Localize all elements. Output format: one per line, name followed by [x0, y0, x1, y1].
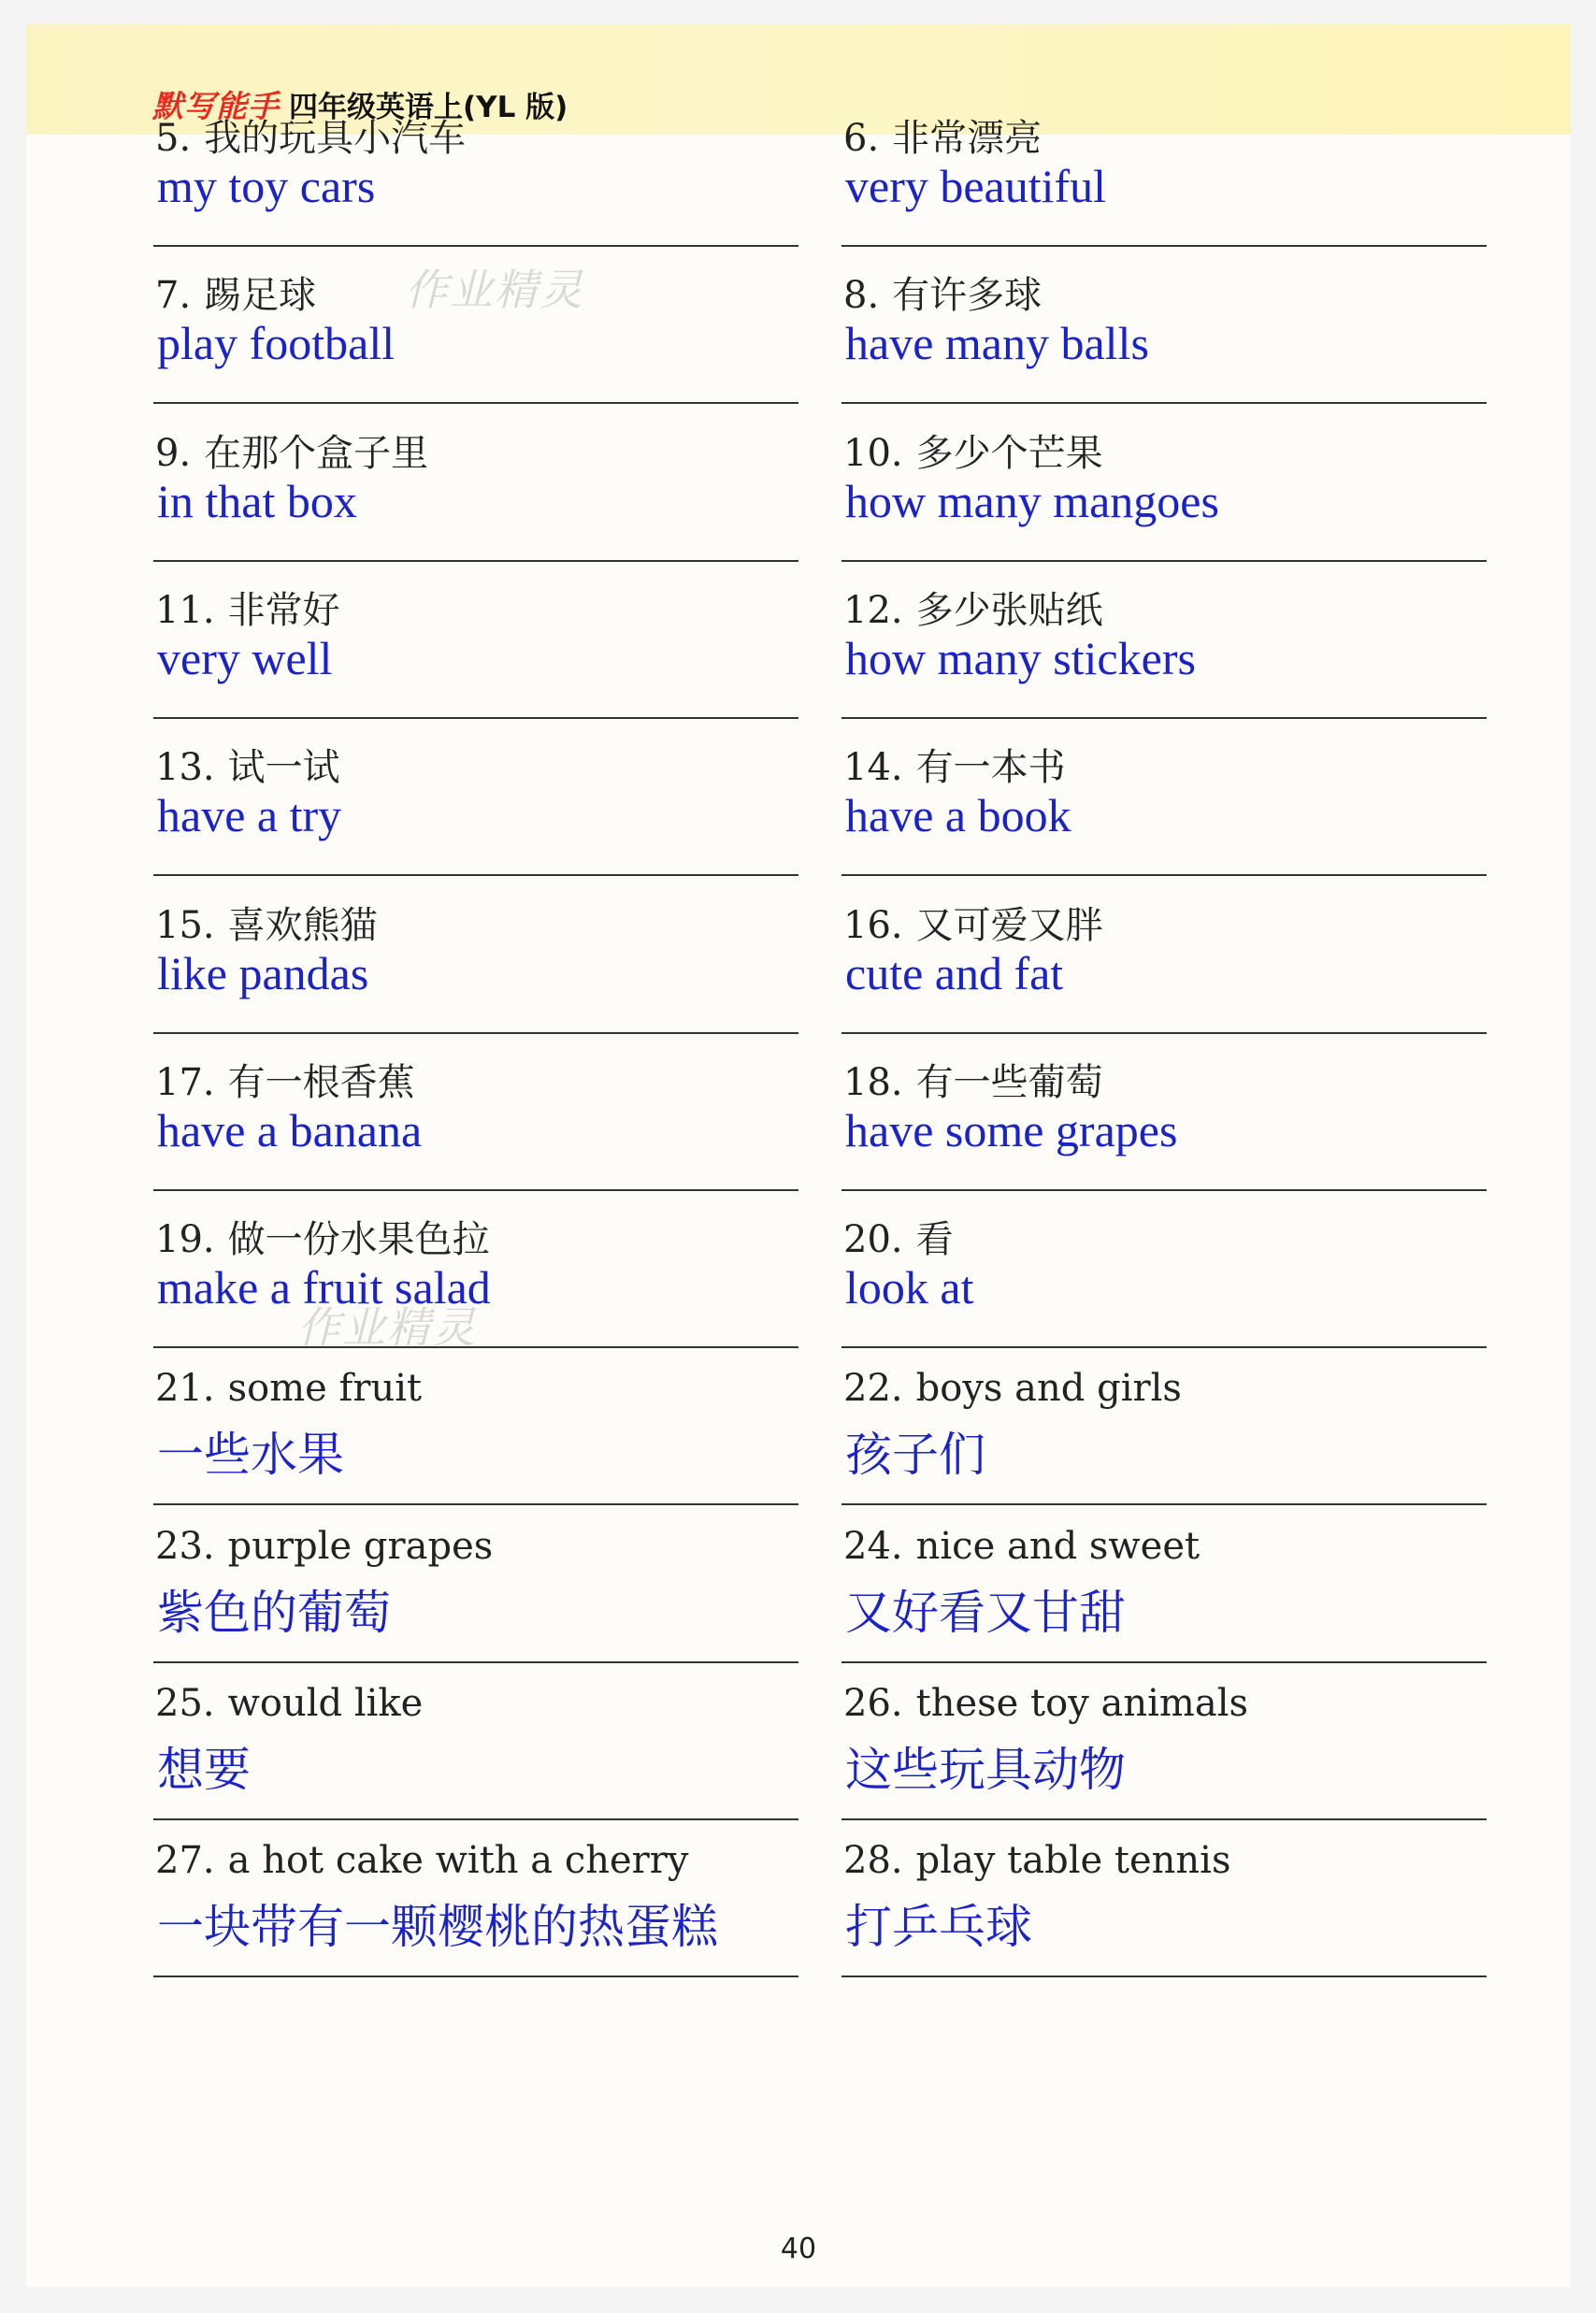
item-number: 5.	[155, 117, 192, 160]
item-number: 10.	[843, 431, 903, 475]
item-prompt-text: 有一本书	[915, 746, 1066, 790]
dictation-item	[153, 262, 798, 404]
item-prompt-text: 我的玩具小汽车	[204, 117, 467, 160]
dictation-item	[153, 1678, 798, 1820]
item-answer: look at	[845, 1261, 974, 1315]
item-answer: my toy cars	[157, 160, 376, 212]
item-prompt	[843, 108, 1042, 162]
item-number: 17.	[155, 1060, 215, 1104]
item-answer: 想要	[157, 1743, 251, 1797]
dictation-item	[841, 1835, 1487, 1977]
item-answer: how many stickers	[845, 631, 1196, 684]
dictation-item	[153, 734, 798, 876]
item-number: 27.	[155, 1839, 215, 1883]
item-prompt	[843, 1682, 1248, 1725]
item-answer: 打乒乓球	[845, 1900, 1032, 1955]
item-prompt	[843, 1367, 1182, 1410]
item-prompt	[155, 266, 316, 319]
series-brand: 默写能手	[152, 88, 280, 124]
page-number: 40	[780, 2233, 817, 2265]
item-prompt	[843, 1525, 1200, 1568]
item-prompt	[155, 424, 428, 477]
dictation-item	[841, 1521, 1487, 1663]
watermark: 作业精灵	[405, 265, 584, 315]
item-prompt-text: 喜欢熊猫	[227, 903, 378, 947]
item-prompt	[155, 581, 340, 634]
item-answer: like pandas	[157, 946, 369, 999]
item-prompt-text: 非常好	[227, 588, 340, 632]
watermark: 作业精灵	[297, 1302, 477, 1353]
item-number: 22.	[843, 1367, 903, 1411]
item-answer: have a book	[845, 789, 1071, 842]
item-prompt-text: would like	[227, 1682, 424, 1725]
item-prompt	[843, 738, 1066, 791]
dictation-item	[841, 892, 1487, 1034]
dictation-item	[153, 892, 798, 1034]
item-number: 15.	[155, 903, 215, 947]
item-answer: 一块带有一颗樱桃的热蛋糕	[157, 1900, 718, 1955]
item-prompt-text: 有许多球	[892, 274, 1042, 318]
item-prompt-text: 试一试	[227, 746, 340, 790]
item-answer: 一些水果	[157, 1428, 344, 1483]
dictation-item	[153, 1521, 798, 1663]
item-prompt	[843, 1053, 1103, 1106]
item-answer: 这些玩具动物	[845, 1743, 1126, 1797]
item-prompt	[155, 108, 466, 162]
item-number: 7.	[155, 274, 192, 318]
dictation-item	[841, 1206, 1487, 1348]
item-prompt	[155, 738, 340, 791]
item-answer: how many mangoes	[845, 474, 1219, 527]
item-prompt-text: purple grapes	[227, 1524, 494, 1568]
dictation-item	[841, 1678, 1487, 1820]
item-answer: have many balls	[845, 317, 1149, 370]
item-number: 6.	[843, 117, 880, 160]
item-number: 13.	[155, 746, 215, 790]
item-answer: make a fruit salad	[157, 1261, 491, 1315]
item-prompt-text: 多少张贴纸	[915, 588, 1103, 632]
item-answer: cute and fat	[845, 946, 1064, 999]
item-prompt-text: 有一根香蕉	[227, 1060, 415, 1104]
dictation-item	[153, 105, 798, 247]
dictation-item	[841, 105, 1487, 247]
item-number: 14.	[843, 746, 903, 790]
item-prompt	[155, 1367, 422, 1410]
dictation-item	[153, 1363, 798, 1505]
dictation-item	[841, 1363, 1487, 1505]
item-answer: 紫色的葡萄	[157, 1585, 391, 1640]
item-number: 21.	[155, 1367, 215, 1411]
item-prompt	[155, 1053, 415, 1106]
item-answer: have a banana	[157, 1103, 423, 1156]
item-number: 23.	[155, 1524, 215, 1568]
item-answer: play football	[157, 317, 395, 370]
item-prompt-text: nice and sweet	[915, 1524, 1201, 1568]
item-prompt-text: 踢足球	[204, 274, 317, 318]
item-prompt-text: these toy animals	[915, 1682, 1249, 1725]
item-prompt-text: boys and girls	[915, 1367, 1182, 1411]
item-prompt-text: 有一些葡萄	[915, 1060, 1103, 1104]
item-prompt	[155, 1210, 490, 1263]
dictation-item	[153, 1206, 798, 1348]
item-prompt-text: 非常漂亮	[892, 117, 1042, 160]
item-prompt	[843, 1210, 954, 1263]
dictation-item	[841, 734, 1487, 876]
item-prompt-text: 又可爱又胖	[915, 903, 1103, 947]
item-number: 28.	[843, 1839, 903, 1883]
item-prompt	[155, 1525, 493, 1568]
item-prompt	[843, 424, 1103, 477]
dictation-item	[841, 420, 1487, 562]
book-title: 四年级英语上(YL 版)	[289, 91, 568, 124]
item-number: 20.	[843, 1218, 903, 1262]
item-number: 19.	[155, 1218, 215, 1262]
item-answer: 孩子们	[845, 1428, 985, 1483]
workbook-page	[26, 24, 1571, 2287]
item-answer: in that box	[157, 474, 357, 527]
item-answer: very beautiful	[845, 160, 1107, 212]
item-number: 16.	[843, 903, 903, 947]
dictation-item	[153, 420, 798, 562]
dictation-item	[153, 1049, 798, 1191]
item-prompt	[843, 581, 1103, 634]
item-number: 12.	[843, 588, 903, 632]
item-prompt-text: a hot cake with a cherry	[227, 1839, 689, 1883]
item-prompt-text: 在那个盒子里	[204, 431, 429, 475]
dictation-item	[841, 1049, 1487, 1191]
item-answer: have a try	[157, 789, 342, 842]
item-answer: 又好看又甘甜	[845, 1585, 1126, 1640]
item-prompt-text: play table tennis	[915, 1839, 1231, 1883]
item-prompt-text: 看	[915, 1218, 954, 1262]
item-prompt-text: some fruit	[227, 1367, 423, 1411]
item-number: 18.	[843, 1060, 903, 1104]
item-prompt-text: 做一份水果色拉	[227, 1218, 490, 1262]
dictation-item	[153, 1835, 798, 1977]
item-number: 25.	[155, 1682, 215, 1725]
item-number: 26.	[843, 1682, 903, 1725]
item-number: 8.	[843, 274, 880, 318]
item-prompt-text: 多少个芒果	[915, 431, 1103, 475]
item-prompt	[843, 266, 1042, 319]
dictation-item	[841, 262, 1487, 404]
item-prompt	[155, 1839, 689, 1882]
item-answer: very well	[157, 631, 333, 684]
item-prompt	[843, 1839, 1230, 1882]
dictation-item	[153, 577, 798, 719]
item-number: 24.	[843, 1524, 903, 1568]
item-prompt	[843, 896, 1103, 949]
item-answer: have some grapes	[845, 1103, 1178, 1156]
item-number: 11.	[155, 588, 215, 632]
item-prompt	[155, 1682, 423, 1725]
dictation-item	[841, 577, 1487, 719]
item-number: 9.	[155, 431, 192, 475]
item-prompt	[155, 896, 378, 949]
